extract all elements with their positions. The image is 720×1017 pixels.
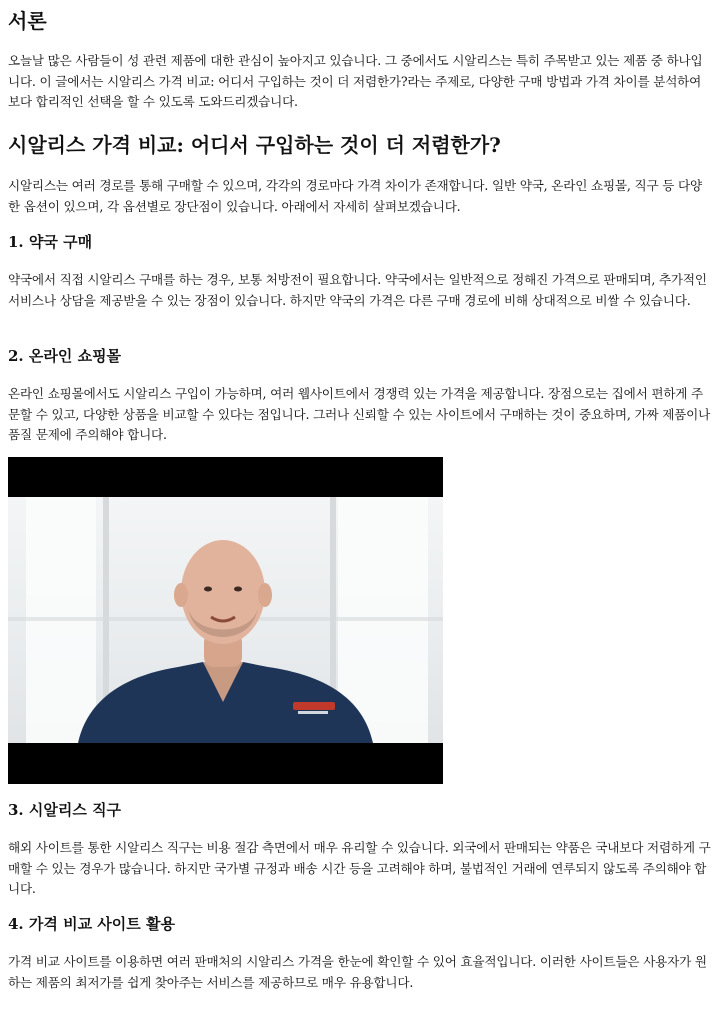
video-frame [8, 497, 443, 743]
main-heading: 시알리스 가격 비교: 어디서 구입하는 것이 더 저렴한가? [8, 133, 501, 157]
section-paragraph-online-mall: 온라인 쇼핑몰에서도 시알리스 구입이 가능하며, 여러 웹사이트에서 경쟁력 있는 가격을 제공합니다. 장점으로는 집에서 편하게 주문할 수 있고, 다양한 상품을 비교할 수 있다는 점입니다. 그러나 신뢰할 수 있는 사이트에서 구매하는 것이 중요하며, 가짜 제품이나 품질 문제에 주의해야 합니다. [8, 386, 711, 442]
presenter-icon [8, 497, 443, 743]
section-heading-online-mall: 2. 온라인 쇼핑몰 [8, 347, 122, 365]
section-heading-pharmacy: 1. 약국 구매 [8, 233, 93, 251]
section-heading-price-comparison: 4. 가격 비교 사이트 활용 [8, 915, 175, 933]
intro-paragraph: 오늘날 많은 사람들이 성 관련 제품에 대한 관심이 높아지고 있습니다. 그 중에서도 시알리스는 특히 주목받고 있는 제품 중 하나입니다. 이 글에서는 시알리스 가격 비교: 어디서 구입하는 것이 더 저렴한가?라는 주제로, 다양한 구매 방법과 가격 차이를 분석하여 보다 합리적인 선택을 할 수 있도록 도와드리겠습니다. [8, 53, 703, 109]
section-paragraph-direct-purchase: 해외 사이트를 통한 시알리스 직구는 비용 절감 측면에서 매우 유리할 수 있습니다. 외국에서 판매되는 약품은 국내보다 저렴하게 구매할 수 있는 경우가 많습니다. 하지만 국가별 규정과 배송 시간 등을 고려해야 하며, 불법적인 거래에 연루되지 않도록 주의해야 합니다. [8, 840, 711, 896]
section-paragraph-pharmacy: 약국에서 직접 시알리스 구매를 하는 경우, 보통 처방전이 필요합니다. 약국에서는 일반적으로 정해진 가격으로 판매되며, 추가적인 서비스나 상담을 제공받을 수 있는 장점이 있습니다. 하지만 약국의 가격은 다른 구매 경로에 비해 상대적으로 비쌀 수 있습니다. [8, 272, 707, 308]
section-paragraph-price-comparison: 가격 비교 사이트를 이용하면 여러 판매처의 시알리스 가격을 한눈에 확인할 수 있어 효율적입니다. 이러한 사이트들은 사용자가 원하는 제품의 최저가를 쉽게 찾아주는 서비스를 제공하므로 매우 유용합니다. [8, 954, 707, 990]
intro-heading: 서론 [8, 9, 47, 33]
section-heading-direct-purchase: 3. 시알리스 직구 [8, 801, 122, 819]
video-thumbnail[interactable] [8, 457, 443, 784]
main-paragraph: 시알리스는 여러 경로를 통해 구매할 수 있으며, 각각의 경로마다 가격 차이가 존재합니다. 일반 약국, 온라인 쇼핑몰, 직구 등 다양한 옵션이 있으며, 각 옵션별로 장단점이 있습니다. 아래에서 자세히 살펴보겠습니다. [8, 178, 702, 214]
